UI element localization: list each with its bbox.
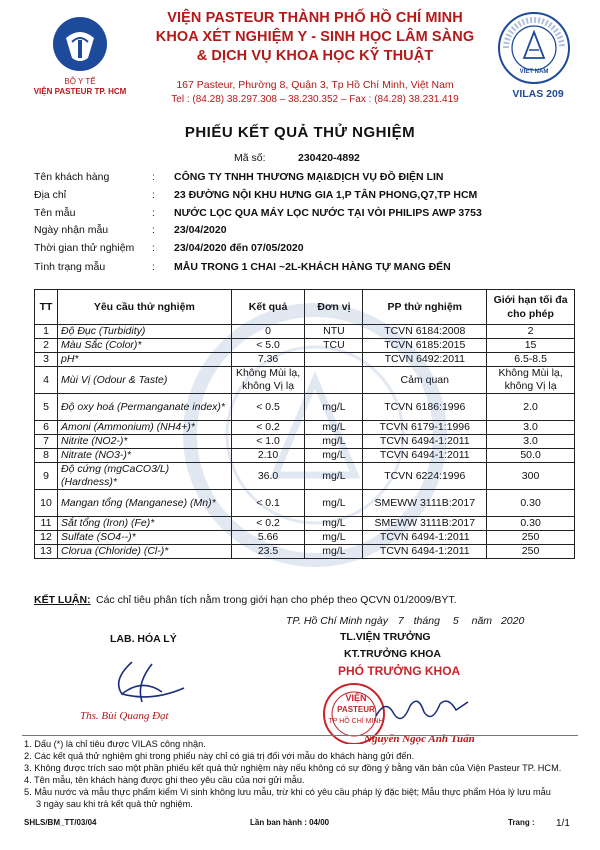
cell-test: Amoni (Ammonium) (NH4+)* bbox=[57, 421, 231, 435]
document-title: PHIẾU KẾT QUẢ THỬ NGHIỆM bbox=[184, 124, 416, 141]
cell-result: < 0.1 bbox=[231, 490, 305, 517]
form-code: SHLS/BM_TT/03/04 bbox=[24, 818, 97, 827]
stamp-text-2: PASTEUR bbox=[337, 705, 375, 714]
info-value: 23/04/2020 bbox=[174, 224, 227, 236]
cell-method: TCVN 6184:2008 bbox=[363, 325, 487, 339]
info-sample-name: Tên mẫu : NƯỚC LỌC QUA MÁY LỌC NƯỚC TẠI VÒI PHILIPS AWP 3753 bbox=[34, 207, 482, 219]
cell-result: Không Mùi lạ, không Vị lạ bbox=[231, 367, 305, 394]
cell-test: Nitrate (NO3-)* bbox=[57, 449, 231, 463]
footnote-2: 2. Các kết quả thử nghiệm ghi trong phiếu này chỉ có giá trị đối với mẫu do khách hàng gửi đến. bbox=[24, 751, 415, 761]
code-label: Mã số: bbox=[234, 152, 266, 164]
info-value: NƯỚC LỌC QUA MÁY LỌC NƯỚC TẠI VÒI PHILIPS AWP 3753 bbox=[174, 207, 482, 219]
info-received-date: Ngày nhận mẫu : 23/04/2020 bbox=[34, 224, 227, 236]
info-sample-condition: Tình trạng mẫu : MẪU TRONG 1 CHAI ~2L-KHÁCH HÀNG TỰ MANG ĐẾN bbox=[34, 261, 451, 273]
info-value: MẪU TRONG 1 CHAI ~2L-KHÁCH HÀNG TỰ MANG ĐẾN bbox=[174, 261, 451, 273]
info-customer: Tên khách hàng : CÔNG TY TNHH THƯƠNG MẠI&DỊCH VỤ ĐỒ ĐIỆN LIN bbox=[34, 171, 444, 183]
issue-number: Lần ban hành : 04/00 bbox=[250, 818, 330, 827]
stamp-text-3: TP HỒ CHÍ MINH bbox=[328, 718, 384, 725]
cell-tt: 12 bbox=[35, 531, 58, 545]
date-line: TP. Hồ Chí Minh ngày 7 tháng 5 năm 2020 bbox=[286, 615, 525, 627]
left-signer-name: Ths. Bùi Quang Đạt bbox=[80, 710, 169, 722]
conclusion-text: Các chỉ tiêu phân tích nằm trong giới hạn cho phép theo QCVN 01/2009/BYT. bbox=[96, 594, 457, 606]
right-signer-title-2: KT.TRƯỞNG KHOA bbox=[344, 648, 441, 660]
cell-method: TCVN 6185:2015 bbox=[363, 339, 487, 353]
footer-divider bbox=[22, 735, 578, 736]
conclusion-label: KẾT LUẬN: bbox=[34, 594, 91, 606]
cell-tt: 10 bbox=[35, 490, 58, 517]
info-value: 23 ĐƯỜNG NỘI KHU HƯNG GIA 1,P TÂN PHONG,Q7,TP HCM bbox=[174, 189, 478, 201]
cell-method: TCVN 6494-1:2011 bbox=[363, 449, 487, 463]
col-header-tt: TT bbox=[35, 290, 58, 325]
cell-unit: TCU bbox=[305, 339, 363, 353]
col-header-unit: Đơn vị bbox=[305, 290, 363, 325]
col-header-method: PP thử nghiệm bbox=[363, 290, 487, 325]
cell-unit: mg/L bbox=[305, 449, 363, 463]
cell-result: 0 bbox=[231, 325, 305, 339]
info-address: Địa chỉ : 23 ĐƯỜNG NỘI KHU HƯNG GIA 1,P TÂN PHONG,Q7,TP HCM bbox=[34, 189, 478, 201]
cell-test: Clorua (Chloride) (Cl-)* bbox=[57, 545, 231, 559]
cell-unit: mg/L bbox=[305, 394, 363, 421]
info-label: Tình trạng mẫu bbox=[34, 261, 106, 273]
cell-result: 7.36 bbox=[231, 353, 305, 367]
accreditation-country: VIET NAM bbox=[519, 69, 549, 75]
cell-test: Nitrite (NO2-)* bbox=[57, 435, 231, 449]
logo-caption-ministry: BỘ Y TẾ bbox=[64, 77, 96, 86]
col-header-limit: Giới hạn tối đa cho phép bbox=[487, 290, 575, 325]
cell-result: < 1.0 bbox=[231, 435, 305, 449]
cell-tt: 1 bbox=[35, 325, 58, 339]
stamp-title: PHÓ TRƯỞNG KHOA bbox=[338, 664, 461, 678]
cell-result: 23.5 bbox=[231, 545, 305, 559]
pasteur-logo-icon bbox=[42, 12, 118, 76]
info-label: Địa chỉ bbox=[34, 189, 67, 201]
footnote-3: 3. Không được trích sao một phần phiếu kết quả thử nghiệm này nếu không có sự đồng ý bằng văn bản của Viện Pasteur TP. HCM. bbox=[24, 763, 562, 773]
cell-unit: NTU bbox=[305, 325, 363, 339]
cell-limit: 3.0 bbox=[487, 421, 575, 435]
cell-tt: 2 bbox=[35, 339, 58, 353]
col-header-result: Kết quả bbox=[231, 290, 305, 325]
cell-tt: 13 bbox=[35, 545, 58, 559]
page-number: 1/1 bbox=[556, 818, 570, 829]
cell-unit: mg/L bbox=[305, 435, 363, 449]
cell-result: < 0.2 bbox=[231, 517, 305, 531]
cell-limit: Không Mùi lạ, không Vị lạ bbox=[487, 367, 575, 394]
cell-unit: mg/L bbox=[305, 545, 363, 559]
cell-test: Màu Sắc (Color)* bbox=[57, 339, 231, 353]
cell-result: 2.10 bbox=[231, 449, 305, 463]
cell-tt: 4 bbox=[35, 367, 58, 394]
cell-test: Độ cứng (mgCaCO3/L) (Hardness)* bbox=[57, 463, 231, 490]
cell-unit: mg/L bbox=[305, 490, 363, 517]
cell-limit: 50.0 bbox=[487, 449, 575, 463]
cell-limit: 300 bbox=[487, 463, 575, 490]
cell-unit: mg/L bbox=[305, 463, 363, 490]
cell-test: Sắt tổng (Iron) (Fe)* bbox=[57, 517, 231, 531]
header-line-2: KHOA XÉT NGHIỆM Y - SINH HỌC LÂM SÀNG bbox=[155, 29, 475, 45]
page-label: Trang : bbox=[508, 818, 535, 827]
cell-test: Sulfate (SO4--)* bbox=[57, 531, 231, 545]
cell-limit: 0.30 bbox=[487, 517, 575, 531]
footnote-1: 1. Dấu (*) là chỉ tiêu được VILAS công nhận. bbox=[24, 739, 206, 749]
cell-method: SMEWW 3111B:2017 bbox=[363, 490, 487, 517]
cell-result: < 0.5 bbox=[231, 394, 305, 421]
info-label: Tên mẫu bbox=[34, 207, 76, 219]
cell-method: TCVN 6494-1:2011 bbox=[363, 435, 487, 449]
cell-test: Độ oxy hoá (Permanganate index)* bbox=[57, 394, 231, 421]
cell-result: < 5.0 bbox=[231, 339, 305, 353]
right-signer-title-1: TL.VIỆN TRƯỞNG bbox=[340, 631, 431, 643]
header-line-1: VIỆN PASTEUR THÀNH PHỐ HỒ CHÍ MINH bbox=[167, 10, 463, 26]
cell-method: Cảm quan bbox=[363, 367, 487, 394]
cell-result: < 0.2 bbox=[231, 421, 305, 435]
footnote-5-cont: 3 ngày sau khi trả kết quả thử nghiệm. bbox=[36, 799, 193, 809]
cell-result: 36.0 bbox=[231, 463, 305, 490]
footnote-4: 4. Tên mẫu, tên khách hàng được ghi theo yêu cầu của nơi gửi mẫu. bbox=[24, 775, 305, 785]
cell-method: TCVN 6492:2011 bbox=[363, 353, 487, 367]
cell-unit: mg/L bbox=[305, 517, 363, 531]
cell-tt: 8 bbox=[35, 449, 58, 463]
info-label: Thời gian thử nghiệm bbox=[34, 242, 135, 254]
cell-limit: 0.30 bbox=[487, 490, 575, 517]
cell-method: SMEWW 3111B:2017 bbox=[363, 517, 487, 531]
cell-method: TCVN 6494-1:2011 bbox=[363, 531, 487, 545]
cell-limit: 2.0 bbox=[487, 394, 575, 421]
cell-test: Mangan tổng (Manganese) (Mn)* bbox=[57, 490, 231, 517]
footnote-5: 5. Mẫu nước và mẫu thực phẩm kiểm Vi sinh không lưu mẫu, trừ khi có yêu cầu pháp lý đặc biệt; Mẫu thực phẩm Hóa lý lưu mẫu bbox=[24, 787, 551, 797]
info-test-period: Thời gian thử nghiệm : 23/04/2020 đến 07/05/2020 bbox=[34, 242, 304, 254]
cell-method: TCVN 6224:1996 bbox=[363, 463, 487, 490]
left-signer-title: LAB. HÓA LÝ bbox=[110, 633, 177, 645]
cell-result: 5.66 bbox=[231, 531, 305, 545]
left-signature-icon bbox=[92, 650, 202, 710]
cell-test: pH* bbox=[57, 353, 231, 367]
header-line-3: & DỊCH VỤ KHOA HỌC KỸ THUẬT bbox=[196, 48, 434, 64]
cell-limit: 250 bbox=[487, 545, 575, 559]
logo-caption-institute: VIỆN PASTEUR TP. HCM bbox=[33, 87, 127, 96]
cell-unit: mg/L bbox=[305, 531, 363, 545]
cell-limit: 15 bbox=[487, 339, 575, 353]
stamp-text-1: VIỆN bbox=[345, 693, 367, 703]
header-phone: Tel : (84.28) 38.297.308 – 38.230.352 – Fax : (84.28) 38.231.419 bbox=[171, 94, 459, 105]
info-label: Ngày nhận mẫu bbox=[34, 224, 109, 236]
cell-unit: mg/L bbox=[305, 421, 363, 435]
cell-tt: 7 bbox=[35, 435, 58, 449]
cell-method: TCVN 6494-1:2011 bbox=[363, 545, 487, 559]
cell-limit: 3.0 bbox=[487, 435, 575, 449]
cell-method: TCVN 6186:1996 bbox=[363, 394, 487, 421]
cell-limit: 250 bbox=[487, 531, 575, 545]
cell-tt: 6 bbox=[35, 421, 58, 435]
vilas-code: VILAS 209 bbox=[512, 88, 564, 100]
info-value: CÔNG TY TNHH THƯƠNG MẠI&DỊCH VỤ ĐỒ ĐIỆN LIN bbox=[174, 171, 444, 183]
cell-tt: 11 bbox=[35, 517, 58, 531]
cell-limit: 6.5-8.5 bbox=[487, 353, 575, 367]
right-signer-name: Nguyễn Ngọc Anh Tuấn bbox=[364, 733, 475, 745]
cell-test: Độ Đục (Turbidity) bbox=[57, 325, 231, 339]
cell-tt: 9 bbox=[35, 463, 58, 490]
cell-tt: 5 bbox=[35, 394, 58, 421]
right-signature-icon bbox=[372, 690, 472, 730]
cell-tt: 3 bbox=[35, 353, 58, 367]
cell-limit: 2 bbox=[487, 325, 575, 339]
header-address: 167 Pasteur, Phường 8, Quận 3, Tp Hồ Chí Minh, Việt Nam bbox=[176, 79, 454, 91]
cell-test: Mùi Vị (Odour & Taste) bbox=[57, 367, 231, 394]
code-value: 230420-4892 bbox=[298, 152, 360, 164]
cell-method: TCVN 6179-1:1996 bbox=[363, 421, 487, 435]
info-label: Tên khách hàng bbox=[34, 171, 110, 183]
col-header-test: Yêu cầu thử nghiệm bbox=[57, 290, 231, 325]
watermark-seal-icon bbox=[180, 300, 450, 570]
info-value: 23/04/2020 đến 07/05/2020 bbox=[174, 242, 304, 254]
